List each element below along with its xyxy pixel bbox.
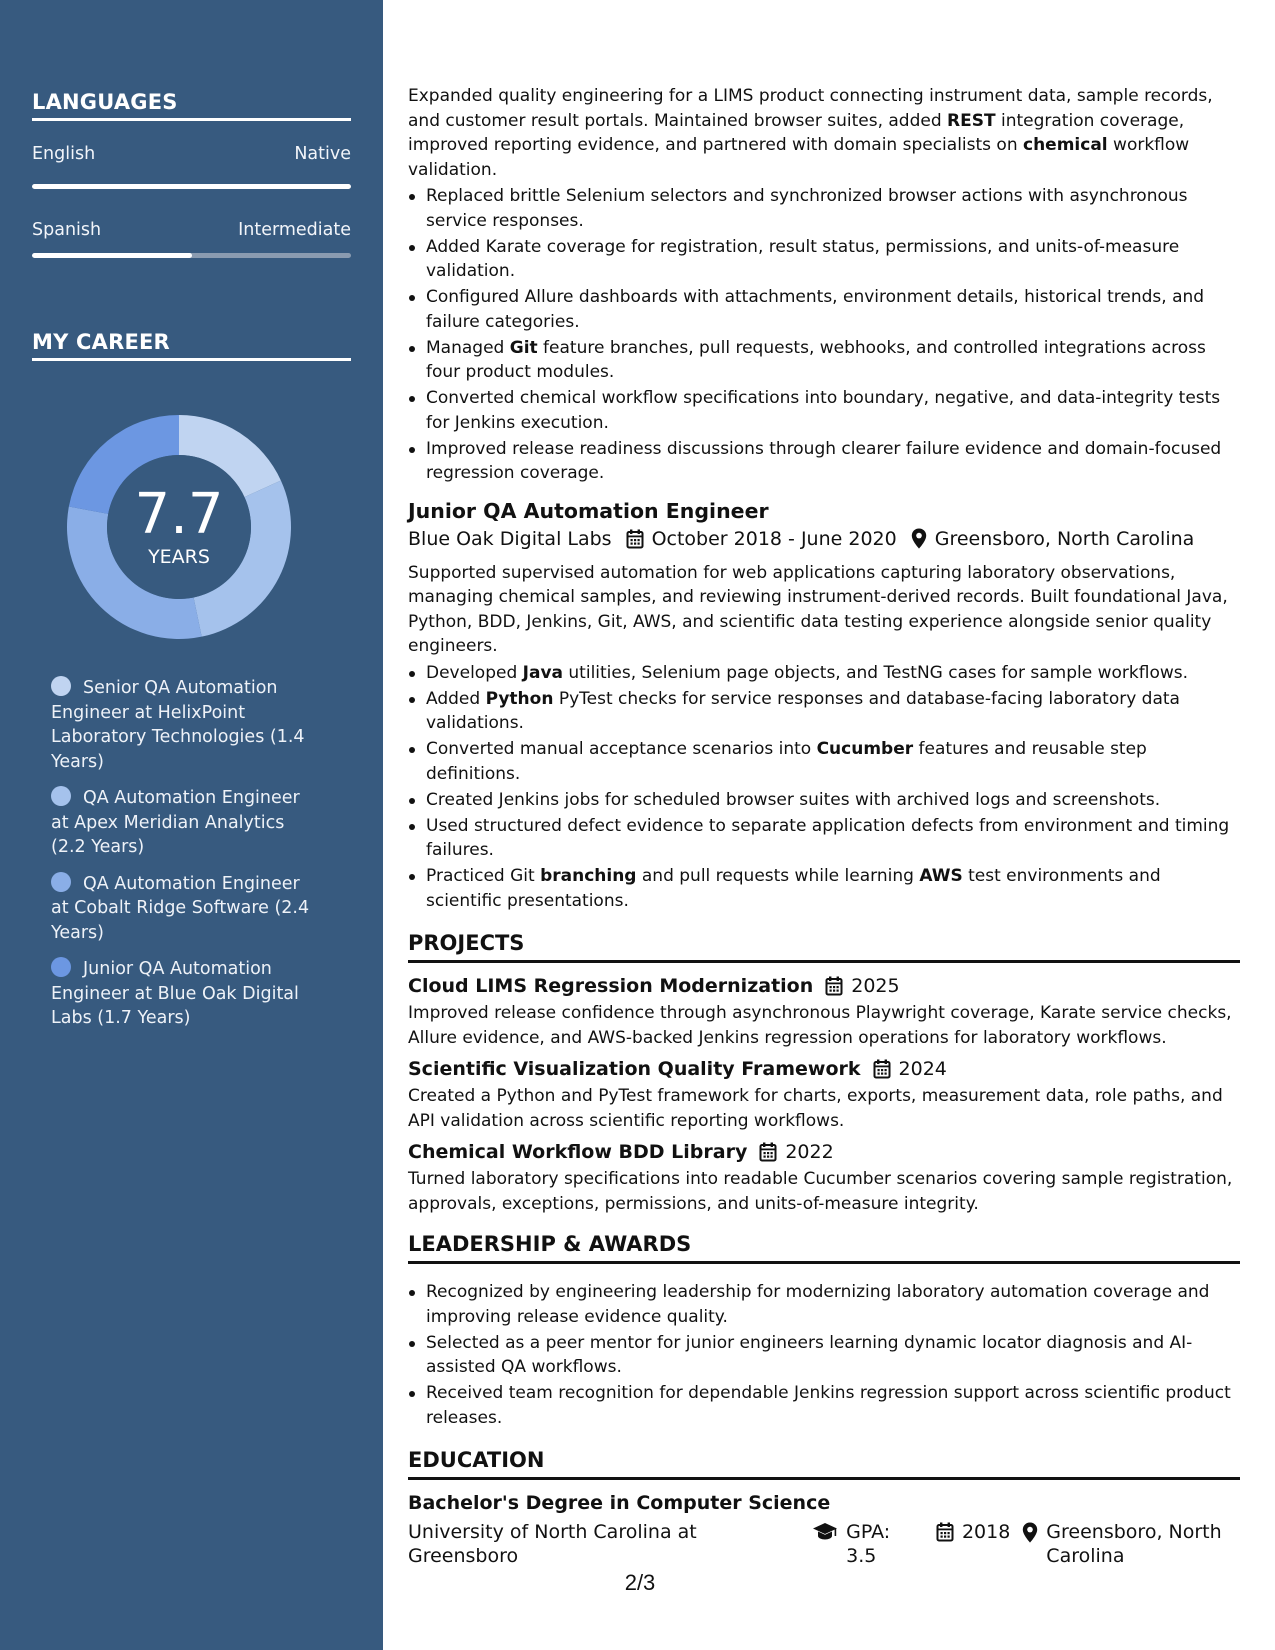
project-item — [408, 973, 1240, 1050]
legend-dot-icon — [51, 872, 71, 892]
project-item — [408, 1056, 1240, 1133]
bullet-item: Configured Allure dashboards with attachments, environment details, historical trends, and failure categories. — [426, 285, 1240, 334]
bullet-item: Improved release readiness discussions through clearer failure evidence and domain-focused regression coverage. — [426, 437, 1240, 486]
career-item-label: Senior QA Automation Engineer at HelixPoint Laboratory Technologies (1.4 Years) — [51, 678, 305, 772]
leadership-bullets — [408, 1280, 1240, 1430]
calendar-icon — [825, 976, 843, 996]
project-description: Turned laboratory specifications into readable Cucumber scenarios covering sample registration, approvals, exceptions, permissions, and units-of-measure integrity. — [408, 1169, 1233, 1214]
job-meta — [408, 526, 1240, 552]
job-title: Junior QA Automation Engineer — [408, 498, 769, 523]
bullet-item: Converted manual acceptance scenarios into Cucumber features and reusable step definitions. — [426, 737, 1240, 786]
language-bar-fill — [32, 253, 192, 258]
bullet-item: Developed Java utilities, Selenium page objects, and TestNG cases for sample workflows. — [426, 661, 1240, 686]
bullet-item: Selected as a peer mentor for junior engineers learning dynamic locator diagnosis and AI-assisted QA workflows. — [426, 1331, 1240, 1380]
leadership-heading: LEADERSHIP & AWARDS — [408, 1230, 1240, 1264]
career-total-value: 7.7 — [134, 482, 224, 547]
intro-paragraph: Expanded quality engineering for a LIMS product connecting instrument data, sample records, and customer result portals. Maintained browser suites, added REST integration coverage, improved reporting evidence, and partnered with domain specialists on chemical workflow validation. — [408, 86, 1213, 180]
bullet-item: Recognized by engineering leadership for modernizing laboratory automation coverage and improving release evidence quality. — [426, 1280, 1240, 1329]
bullet-item: Replaced brittle Selenium selectors and synchronized browser actions with asynchronous service responses. — [426, 184, 1240, 233]
legend-dot-icon — [51, 676, 71, 696]
map-pin-icon — [911, 528, 927, 549]
job-summary: Supported supervised automation for web applications capturing laboratory observations, managing chemical samples, and reviewing instrument-derived records. Built foundational Java, Python, BDD, Jenkins, Git, AWS, and scientific data testing experience alongside senior quality engineers. — [408, 562, 1228, 656]
bullet-item: Received team recognition for dependable Jenkins regression support across scientific product releases. — [426, 1381, 1240, 1430]
career-item — [51, 786, 321, 860]
education-year: 2018 — [961, 1521, 1011, 1543]
education-gpa: GPA: 3.5 — [846, 1521, 891, 1567]
language-spanish — [32, 220, 351, 240]
career-item-label: QA Automation Engineer at Apex Meridian Analytics (2.2 Years) — [51, 788, 300, 857]
project-description: Improved release confidence through asynchronous Playwright coverage, Karate service checks, Allure evidence, and AWS-backed Jenkins regression operations for laboratory workflows. — [408, 1003, 1232, 1048]
sidebar — [0, 0, 383, 1650]
project-year: 2022 — [785, 1141, 834, 1163]
project-item — [408, 1139, 1240, 1216]
page-number: 2/3 — [624, 1570, 656, 1595]
calendar-icon — [759, 1142, 777, 1162]
calendar-icon — [626, 529, 644, 549]
education-meta — [408, 1520, 1240, 1568]
project-title-row — [408, 973, 1240, 999]
project-title-row — [408, 1056, 1240, 1082]
project-year: 2024 — [898, 1058, 947, 1080]
language-english — [32, 144, 351, 164]
bullet-item: Converted chemical workflow specifications into boundary, negative, and data-integrity tests for Jenkins execution. — [426, 386, 1240, 435]
language-name: Spanish — [32, 220, 102, 240]
career-donut — [66, 414, 292, 640]
project-title-row — [408, 1139, 1240, 1165]
language-name: English — [32, 144, 96, 164]
language-bar-fill — [32, 184, 351, 189]
career-total-unit: YEARS — [148, 546, 210, 568]
bullet-item: Used structured defect evidence to separate application defects from environment and timing failures. — [426, 814, 1240, 863]
graduation-cap-icon — [812, 1522, 838, 1542]
education-school: University of North Carolina at Greensboro — [408, 1521, 697, 1567]
language-bar-english — [32, 184, 351, 189]
career-item — [51, 676, 321, 774]
language-level: Intermediate — [238, 220, 351, 240]
project-title: Cloud LIMS Regression Modernization — [408, 975, 814, 997]
career-list — [51, 676, 321, 1043]
career-item-label: Junior QA Automation Engineer at Blue Oak Digital Labs (1.7 Years) — [51, 959, 299, 1028]
education-heading: EDUCATION — [408, 1446, 1240, 1480]
main-content — [408, 84, 1240, 1568]
languages-heading: LANGUAGES — [32, 90, 351, 121]
bullet-item: Practiced Git branching and pull requests while learning AWS test environments and scientific presentations. — [426, 864, 1240, 913]
career-total — [66, 414, 292, 640]
career-heading: MY CAREER — [32, 330, 351, 361]
project-description: Created a Python and PyTest framework for charts, exports, measurement data, role paths, and API validation across scientific reporting workflows. — [408, 1086, 1223, 1131]
calendar-icon — [936, 1522, 954, 1542]
bullet-item: Created Jenkins jobs for scheduled browser suites with archived logs and screenshots. — [426, 788, 1240, 813]
bullet-item: Added Python PyTest checks for service responses and database-facing laboratory data validations. — [426, 687, 1240, 736]
job-dates: October 2018 - June 2020 — [651, 527, 897, 550]
language-level: Native — [294, 144, 351, 164]
job-company: Blue Oak Digital Labs — [408, 527, 612, 550]
projects-list — [408, 973, 1240, 1216]
project-year: 2025 — [851, 975, 900, 997]
job-bullets — [408, 661, 1240, 914]
projects-heading: PROJECTS — [408, 929, 1240, 963]
legend-dot-icon — [51, 957, 71, 977]
education-degree: Bachelor's Degree in Computer Science — [408, 1492, 831, 1514]
bullet-item: Managed Git feature branches, pull requests, webhooks, and controlled integrations across four product modules. — [426, 336, 1240, 385]
intro-bullets — [408, 184, 1240, 486]
career-item-label: QA Automation Engineer at Cobalt Ridge Software (2.4 Years) — [51, 873, 310, 943]
calendar-icon — [873, 1059, 891, 1079]
career-item — [51, 872, 321, 946]
legend-dot-icon — [51, 786, 71, 806]
project-title: Chemical Workflow BDD Library — [408, 1141, 748, 1163]
map-pin-icon — [1022, 1522, 1038, 1543]
career-item — [51, 957, 321, 1031]
education-location: Greensboro, North Carolina — [1046, 1521, 1222, 1567]
job-location: Greensboro, North Carolina — [934, 527, 1195, 550]
language-bar-spanish — [32, 253, 351, 258]
project-title: Scientific Visualization Quality Framework — [408, 1058, 861, 1080]
bullet-item: Added Karate coverage for registration, result status, permissions, and units-of-measure validation. — [426, 235, 1240, 284]
